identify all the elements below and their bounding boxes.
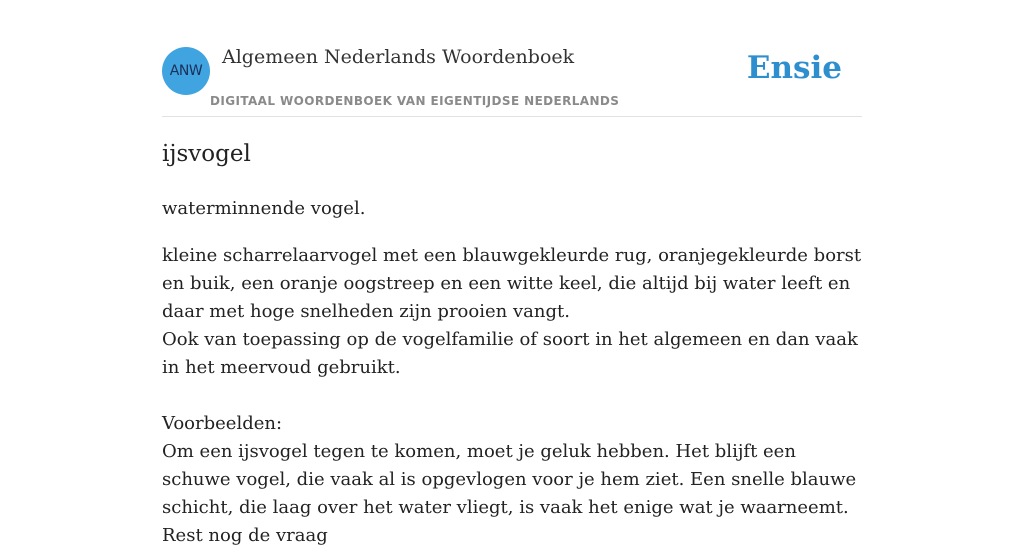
entry-headword: ijsvogel [162, 141, 251, 167]
examples-label: Voorbeelden: [162, 413, 283, 434]
anw-logo[interactable] [162, 47, 210, 95]
site-title[interactable]: Algemeen Nederlands Woordenboek [222, 46, 575, 68]
entry-definition-block [162, 242, 862, 550]
ensie-brand-link[interactable]: Ensie [746, 50, 842, 86]
entry-usage-note: Ook van toepassing op de vogelfamilie of soort in het algemeen en dan vaak in het meervoud gebruikt. [162, 329, 858, 378]
site-subtitle: DIGITAAL WOORDENBOEK VAN EIGENTIJDSE NEDERLANDS [210, 94, 620, 108]
logo-text: ANW [169, 63, 203, 79]
spacer [162, 382, 862, 410]
page [162, 0, 862, 546]
entry-gloss: waterminnende vogel. [162, 198, 366, 219]
site-header [162, 0, 862, 117]
entry-definition: kleine scharrelaarvogel met een blauwgekleurde rug, oranjegekleurde borst en buik, een oranje oogstreep en een witte keel, die altijd bij water leeft en daar met hoge snelheden zijn prooien vangt. [162, 245, 862, 322]
example-text: Om een ijsvogel tegen te komen, moet je geluk hebben. Het blijft een schuwe vogel, die vaak al is opgevlogen voor je hem ziet. Een snelle blauwe schicht, die laag over het water vliegt, is vaak het enige wat je waarneemt. Rest nog de vraag [162, 441, 857, 546]
entry-content [162, 138, 862, 550]
